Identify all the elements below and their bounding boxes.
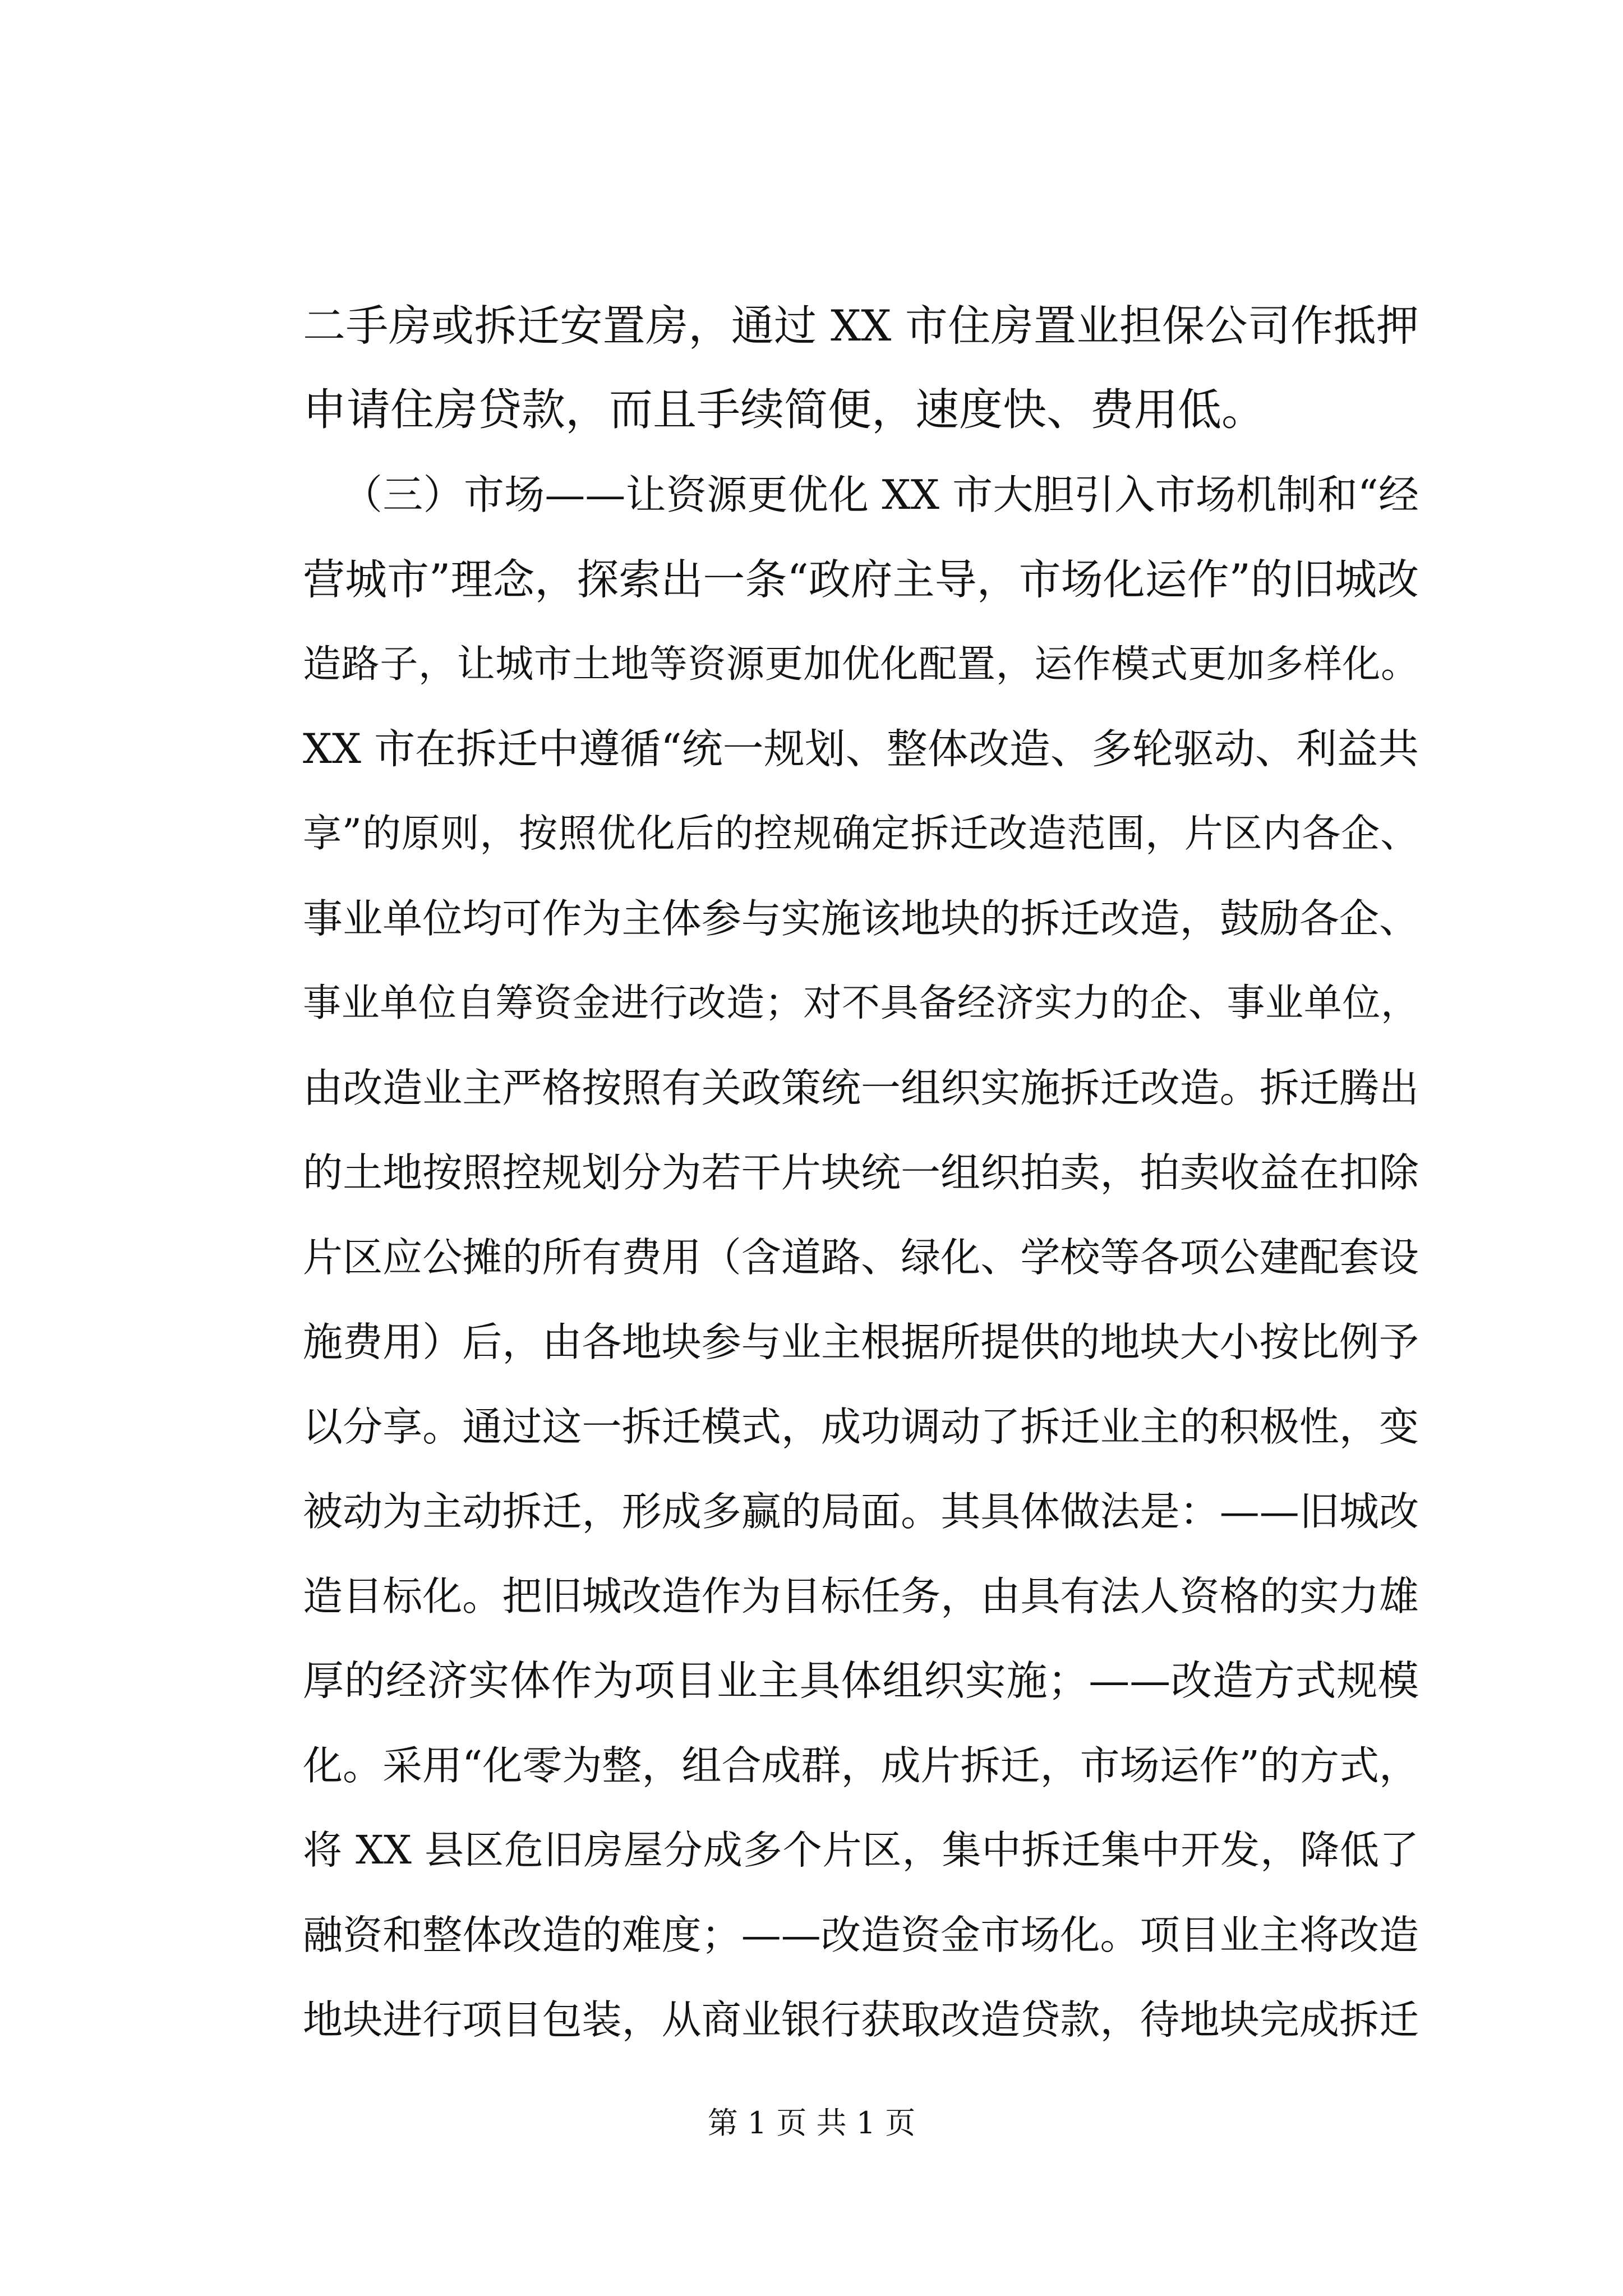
text-line: 片区应公摊的所有费用（含道路、绿化、学校等各项公建配套设	[303, 1234, 1419, 1281]
text-line: 二手房或拆迁安置房，通过 XX 市住房置业担保公司作抵押	[303, 301, 1419, 351]
text-line: 造目标化。把旧城改造作为目标任务，由具有法人资格的实力雄	[303, 1573, 1419, 1619]
text-line: 享”的原则，按照优化后的控规确定拆迁改造范围，片区内各企、	[303, 811, 1419, 856]
text-line: 申请住房贷款，而且手续简便，速度快、费用低。	[303, 385, 1266, 435]
document-body	[303, 283, 1419, 2062]
text-line: 以分享。通过这一拆迁模式，成功调动了拆迁业主的积极性，变	[303, 1404, 1419, 1450]
text-line: 厚的经济实体作为项目业主具体组织实施；——改造方式规模	[303, 1657, 1419, 1705]
text-line: （三）市场——让资源更优化 XX 市大胆引入市场机制和“经	[342, 471, 1419, 518]
text-line: 施费用）后，由各地块参与业主根据所提供的地块大小按比例予	[303, 1319, 1419, 1365]
text-line: 融资和整体改造的难度；——改造资金市场化。项目业主将改造	[303, 1912, 1419, 1958]
text-line: 化。采用“化零为整，组合成群，成片拆迁，市场运作”的方式，	[303, 1742, 1419, 1789]
page-footer: 第 1 页 共 1 页	[707, 2105, 916, 2141]
text-line: 由改造业主严格按照有关政策统一组织实施拆迁改造。拆迁腾出	[303, 1065, 1419, 1111]
text-line: 事业单位自筹资金进行改造；对不具备经济实力的企、事业单位，	[303, 981, 1419, 1025]
text-line: 被动为主动拆迁，形成多赢的局面。其具体做法是：——旧城改	[303, 1488, 1419, 1535]
text-line: 营城市”理念，探索出一条“政府主导，市场化运作”的旧城改	[303, 555, 1419, 604]
text-line: 将 XX 县区危旧房屋分成多个片区，集中拆迁集中开发，降低了	[303, 1827, 1419, 1873]
text-line: 造路子，让城市土地等资源更加优化配置，运作模式更加多样化。	[303, 642, 1419, 687]
text-line: 事业单位均可作为主体参与实施该地块的拆迁改造，鼓励各企、	[303, 895, 1419, 942]
text-line: 地块进行项目包装，从商业银行获取改造贷款，待地块完成拆迁	[303, 1996, 1419, 2043]
text-line: XX 市在拆迁中遵循“统一规划、整体改造、多轮驱动、利益共	[303, 725, 1419, 773]
text-line: 的土地按照控规划分为若干片块统一组织拍卖，拍卖收益在扣除	[303, 1149, 1419, 1196]
